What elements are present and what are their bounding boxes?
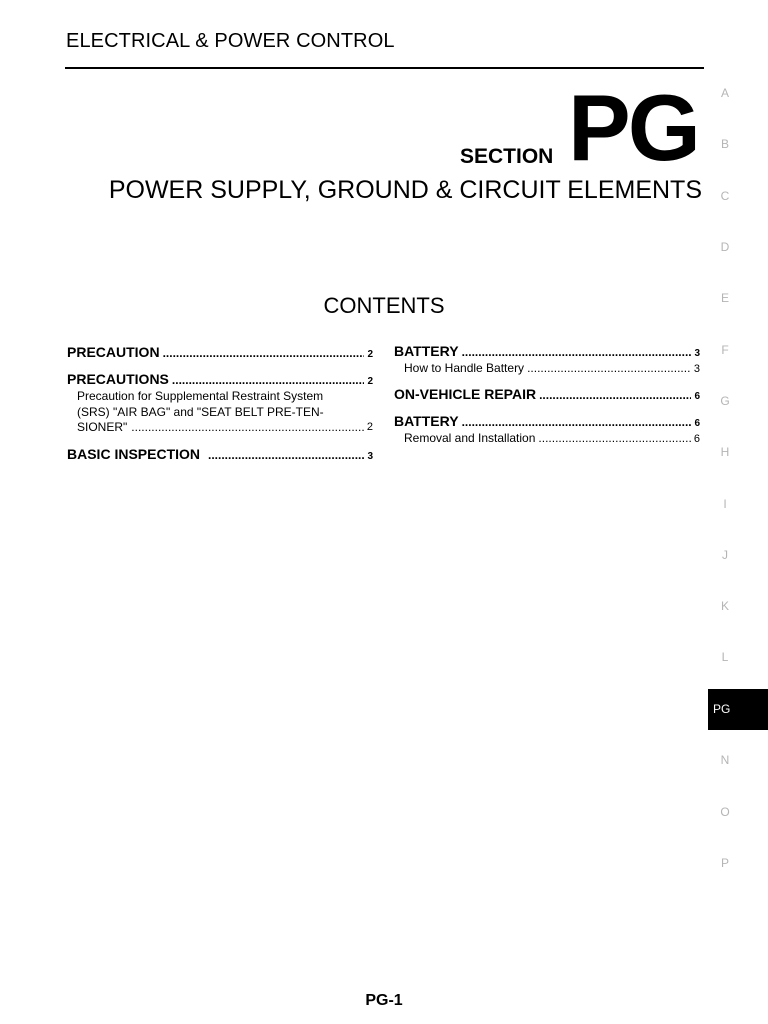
index-tab-pg-active[interactable]: PG [708, 689, 768, 730]
header-rule [65, 67, 704, 69]
toc-label: ON-VEHICLE REPAIR [394, 386, 537, 402]
toc-leader-dots [527, 361, 691, 375]
toc-page-number: 2 [366, 421, 373, 433]
toc-page-number: 3 [694, 348, 700, 359]
toc-page-number: 6 [694, 391, 700, 402]
index-tab-e[interactable]: E [720, 291, 729, 305]
toc-page-number: 6 [693, 433, 700, 445]
section-code: PG [568, 75, 698, 180]
toc-leader-dots [539, 388, 691, 402]
index-tab-j[interactable]: J [722, 548, 728, 562]
toc-leader-dots [163, 346, 365, 360]
toc-leader-dots [462, 345, 692, 359]
index-tab-o[interactable]: O [720, 805, 730, 819]
toc-entry-how-to-handle-battery[interactable] [394, 361, 700, 375]
toc-leader-dots [462, 415, 692, 429]
toc-entry-precaution[interactable] [67, 344, 373, 360]
toc-label: PRECAUTION [67, 344, 160, 360]
toc-entry-on-vehicle-repair[interactable] [394, 386, 700, 402]
toc-leader-dots [131, 420, 364, 436]
contents-title: CONTENTS [323, 293, 445, 318]
index-tab-n[interactable]: N [720, 753, 730, 767]
toc-entry-srs-precaution[interactable] [67, 389, 373, 436]
index-tab-g[interactable]: G [720, 394, 730, 408]
toc-page-number: 2 [367, 376, 373, 387]
index-tab-l[interactable]: L [721, 650, 729, 664]
index-tab-k[interactable]: K [720, 599, 729, 613]
index-tab-p[interactable]: P [720, 856, 729, 870]
section-label: SECTION [460, 145, 554, 168]
toc-leader-dots [208, 448, 364, 462]
index-tab-h[interactable]: H [720, 445, 730, 459]
index-tab-a[interactable]: A [720, 86, 729, 100]
toc-label: BASIC INSPECTION [67, 445, 201, 462]
toc-page-number: 2 [367, 349, 373, 360]
toc-left-column [67, 344, 373, 473]
toc-label-line1: Precaution for Supplemental Restraint System [77, 389, 324, 403]
toc-page-number: 3 [693, 363, 700, 375]
toc-label: PRECAUTIONS [67, 371, 169, 387]
index-tab-f[interactable]: F [721, 343, 729, 357]
toc-entry-battery-2[interactable] [394, 413, 700, 429]
header-title: ELECTRICAL & POWER CONTROL [66, 30, 395, 52]
index-tab-i[interactable]: I [723, 497, 727, 511]
toc-entry-basic-inspection[interactable] [67, 446, 373, 462]
toc-leader-dots [172, 373, 365, 387]
toc-right-column [394, 343, 700, 456]
index-tab-d[interactable]: D [720, 240, 730, 254]
toc-label: How to Handle Battery [404, 361, 525, 375]
section-title: POWER SUPPLY, GROUND & CIRCUIT ELEMENTS [108, 176, 702, 204]
toc-entry-removal-and-installation[interactable] [394, 431, 700, 445]
index-tab-c[interactable]: C [720, 189, 730, 203]
toc-label: BATTERY [394, 413, 459, 429]
toc-label: Removal and Installation [404, 431, 536, 445]
toc-label: BATTERY [394, 343, 459, 359]
page-number: PG-1 [365, 992, 403, 1009]
toc-leader-dots [538, 431, 690, 445]
toc-label-line2: (SRS) "AIR BAG" and "SEAT BELT PRE-TEN- [77, 404, 324, 419]
index-tab-b[interactable]: B [720, 137, 729, 151]
toc-page-number: 3 [367, 450, 373, 462]
toc-page-number: 6 [694, 418, 700, 429]
toc-entry-precautions[interactable] [67, 371, 373, 387]
toc-label-line3: SIONER" [77, 420, 128, 434]
toc-entry-battery[interactable] [394, 343, 700, 359]
